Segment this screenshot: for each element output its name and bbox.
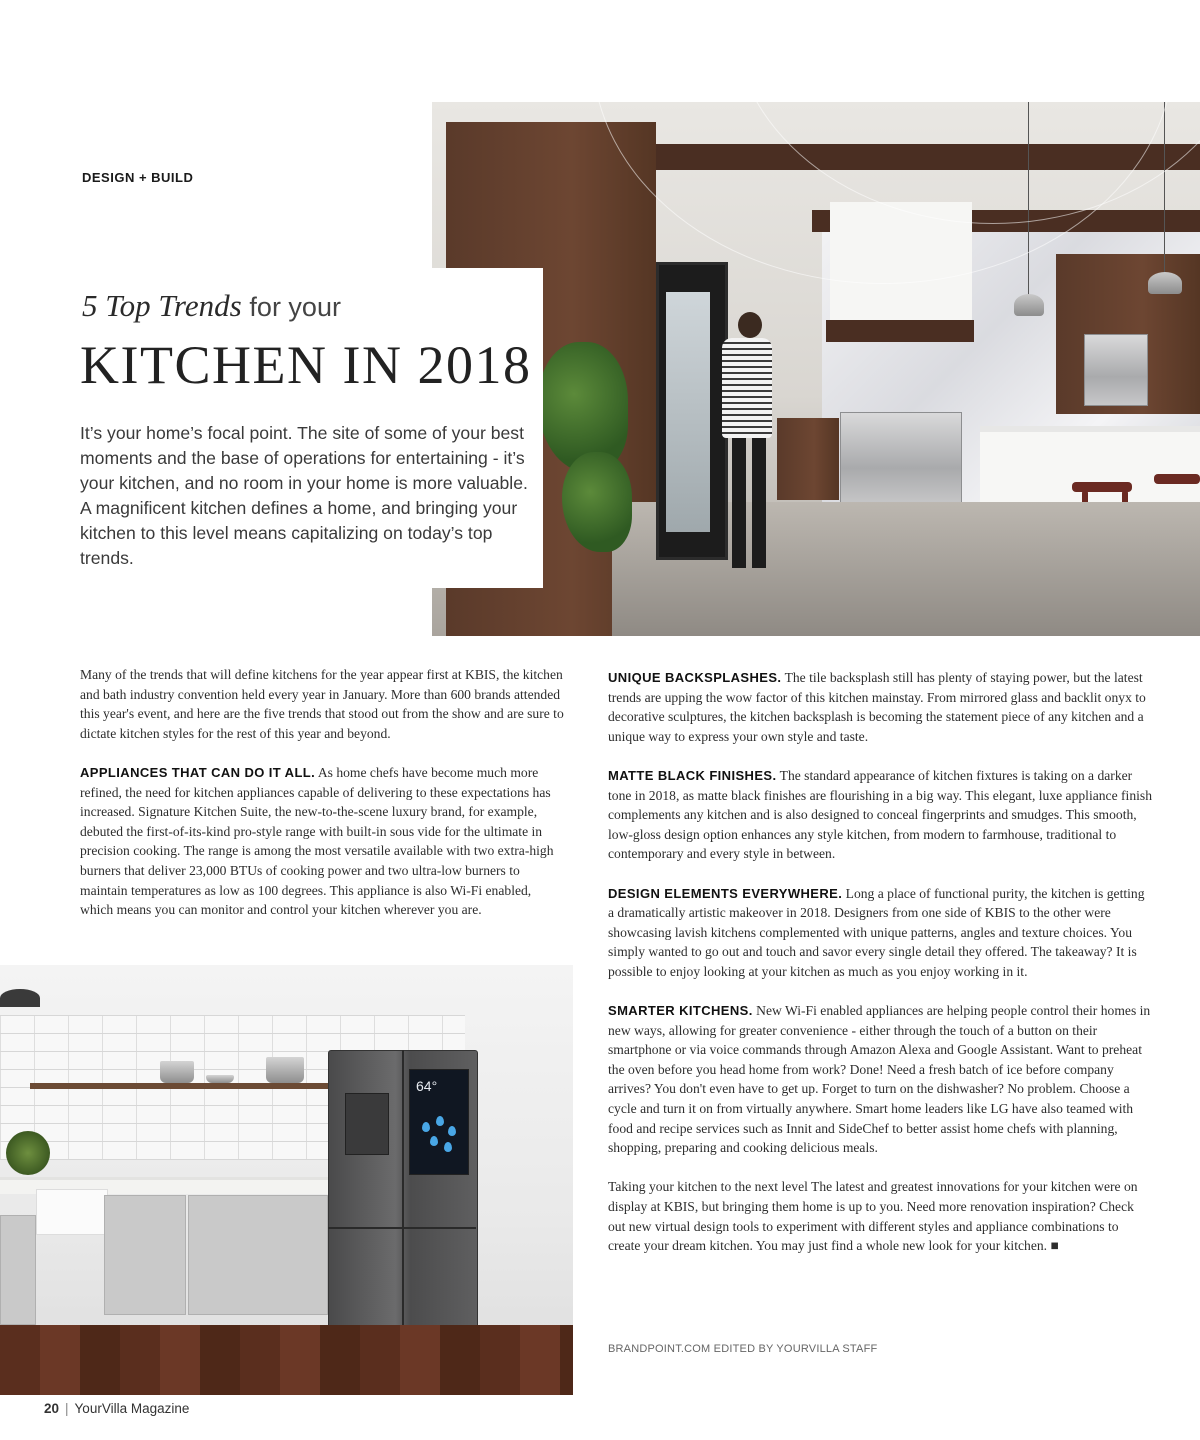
hero-kitchen-photo xyxy=(432,102,1200,636)
subhead-backsplashes: UNIQUE BACKSPLASHES. xyxy=(608,670,782,685)
title-kicker-plain: for your xyxy=(249,292,341,322)
body-paragraph xyxy=(608,884,1153,982)
paragraph-text: New Wi-Fi enabled appliances are helping people control their homes in new ways, allowing for greater convenience - either through the touch of a button on their smartphone or via voice commands through Amazon Alexa and Google Assistant. Want to preheat the oven before you head home from work? Done! Need a fresh batch of ice before company arrives? You don't even have to get up. Forget to turn on the dishwasher? No problem. Choose a cycle and turn it on from virtually anywhere. Smart home leaders like LG have also teamed with food and recipe services such as Innit and SideChef to better assist home chefs with planning, shopping, preparing and cooking delicious meals. xyxy=(608,1003,1151,1156)
subhead-matte-black: MATTE BLACK FINISHES. xyxy=(608,767,777,783)
paragraph-text: Long a place of functional purity, the kitchen is getting a dramatically artistic makeover in 2018. Designers from one side of KBIS to the other were showcasing lavish kitchens complemented with unique patterns, angles and texture choices. You simply wanted to go out and touch and savor every single detail they offered. The takeaway? It is possible to enjoy looking at your kitchen as much as you enjoy working in it. xyxy=(608,885,1145,979)
title-kicker xyxy=(82,288,341,324)
body-paragraph xyxy=(608,766,1153,864)
subhead-appliances: APPLIANCES THAT CAN DO IT ALL. xyxy=(80,764,316,780)
page-title: KITCHEN IN 2018 xyxy=(80,335,532,395)
fridge-screen xyxy=(409,1069,469,1175)
body-paragraph xyxy=(608,1001,1153,1158)
paragraph-text: The tile backsplash still has plenty of staying power, but the latest trends are upping the wow factor of this kitchen mainstay. From mirrored glass and backlit onyx to decorative sculptures, the kitchen backsplash is becoming the statement piece of any kitchen and a unique way to express your own style and taste. xyxy=(608,670,1146,744)
subhead-design-elements: DESIGN ELEMENTS EVERYWHERE. xyxy=(608,885,843,901)
paragraph-text: As home chefs have become much more refined, the need for kitchen appliances capable of delivering to these expectations has increased. Signature Kitchen Suite, the new-to-the-scene luxury brand, for example, debuted the first-of-its-kind pro-style range with built-in sous vide for the ultimate in precision cooking. The range is among the most versatile available with two extra-high burners that deliver 23,000 BTUs of cooking power and two ultra-low burners to maintain temperatures as low as 100 degrees. This appliance is also Wi-Fi enabled, which means you can monitor and control your kitchen wherever you are. xyxy=(80,764,554,918)
subhead-smarter-kitchens: SMARTER KITCHENS. xyxy=(608,1003,753,1019)
body-paragraph xyxy=(608,668,1153,746)
intro-paragraph: It’s your home’s focal point. The site of some of your best moments and the base of operations for entertaining - it’s your kitchen, and no room in your home is more valuable. A magnificent kitchen defines a home, and bringing your kitchen to this level means capitalizing on today’s top trends. xyxy=(80,423,528,568)
section-label: DESIGN + BUILD xyxy=(82,170,194,185)
page-footer xyxy=(44,1401,189,1416)
magazine-name: YourVilla Magazine xyxy=(74,1401,190,1416)
body-paragraph xyxy=(608,1177,1153,1255)
article-credit: BRANDPOINT.COM EDITED BY YOURVILLA STAFF xyxy=(608,1343,878,1355)
page-number: 20 xyxy=(44,1401,60,1416)
paragraph-text: Taking your kitchen to the next level The latest and greatest innovations for your kitchen were on display at KBIS, but bringing them home is up to you. Need more renovation inspiration? Check out new virtual design tools to experiment with different styles and appliance combinations to create your dream kitchen. You may just find a whole new look for your kitchen. xyxy=(608,1179,1138,1254)
left-column xyxy=(80,665,566,939)
title-kicker-italic: 5 Top Trends xyxy=(82,288,242,323)
footer-separator: | xyxy=(65,1401,69,1416)
end-mark-icon: ■ xyxy=(1050,1238,1059,1254)
body-paragraph: Many of the trends that will define kitchens for the year appear first at KBIS, the kitchen and bath industry convention held every year in January. More than 600 brands attended this year's event, and here are the five trends that stood out from the show and are sure to dictate kitchen styles for the rest of this year and beyond. xyxy=(80,667,564,741)
right-column xyxy=(608,668,1153,1275)
fridge-kitchen-photo xyxy=(0,965,573,1395)
fridge-screen-temp: 64° xyxy=(416,1078,438,1094)
paragraph-text: The standard appearance of kitchen fixtures is taking on a darker tone in 2018, as matte black finishes are flourishing in a big way. This elegant, luxe appliance finish complements any kitchen and is also designed to conceal fingerprints and smudges. This smooth, low-gloss design option enhances any style kitchen, from modern to farmhouse, traditional to contemporary and every style in between. xyxy=(608,767,1152,862)
body-paragraph xyxy=(80,763,566,920)
